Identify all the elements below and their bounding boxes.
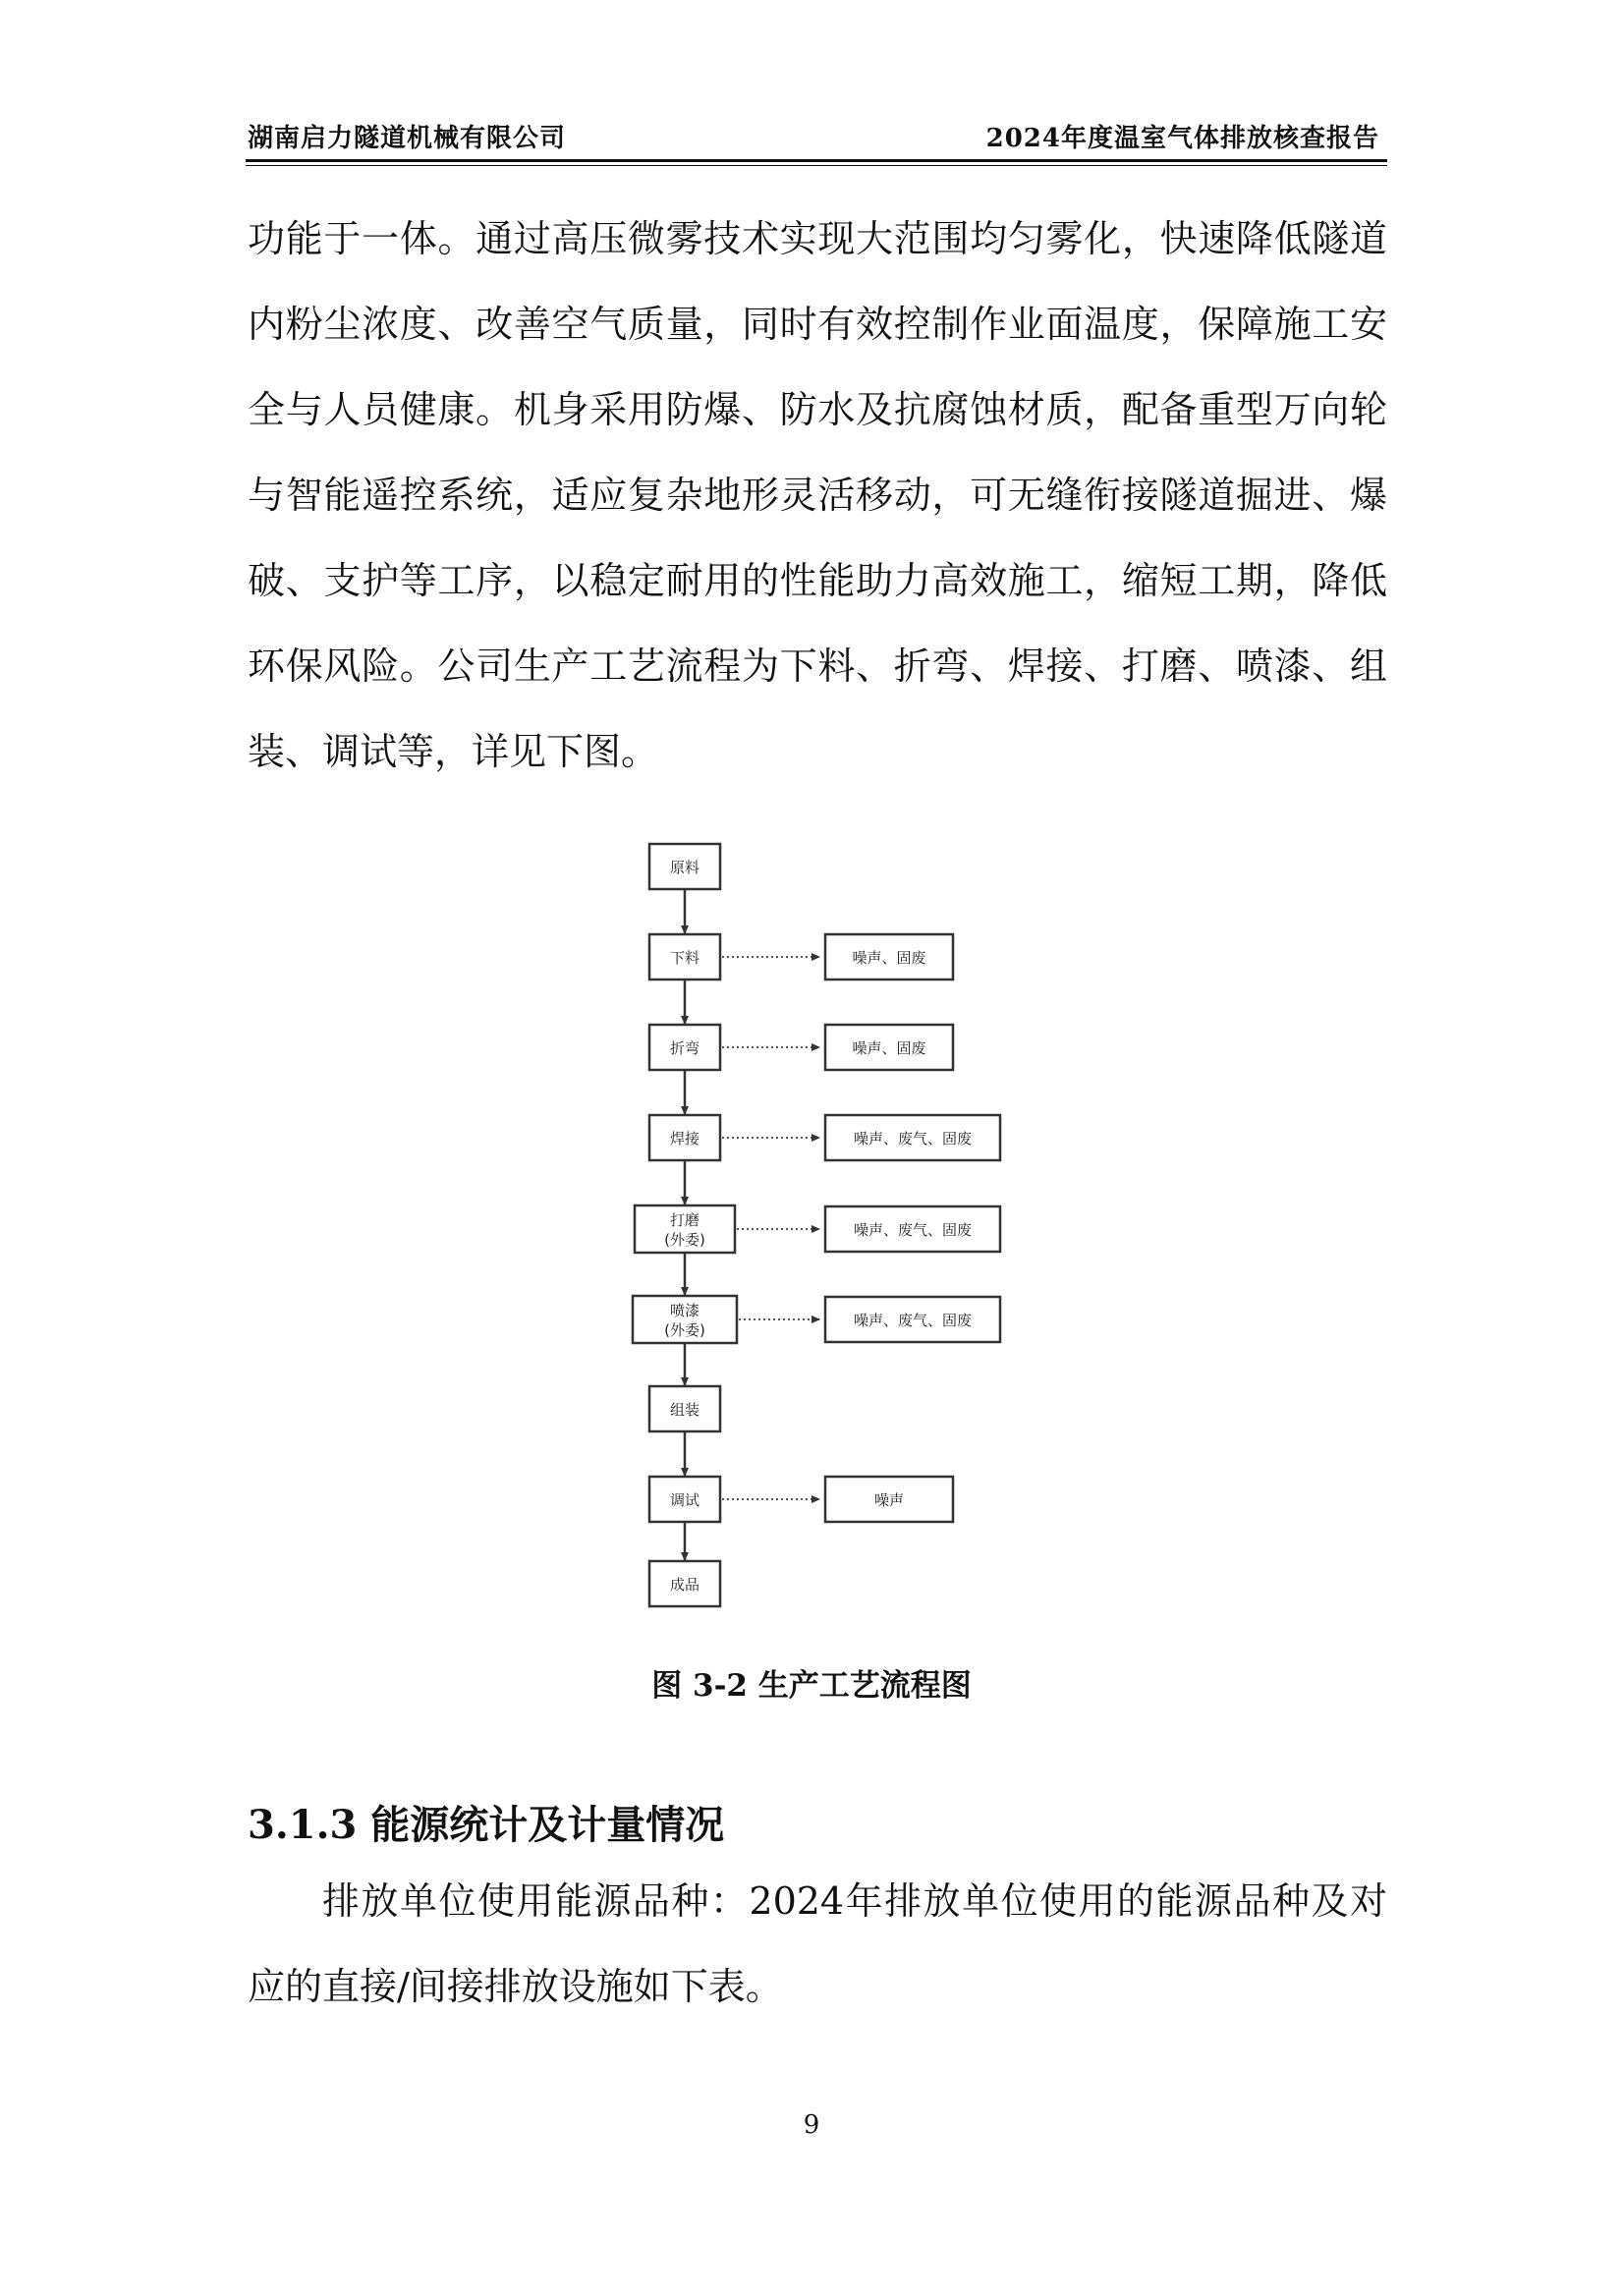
- flow-output-grinding: [825, 1206, 1000, 1252]
- flow-step-assembly: [649, 1386, 720, 1431]
- flow-step-finished-product: [649, 1561, 720, 1606]
- flow-output-cutting: [825, 934, 953, 980]
- flow-output-label: 噪声、固废: [852, 1039, 926, 1057]
- flow-step-label: 调试: [669, 1491, 700, 1509]
- flow-output-label: 噪声、废气、固废: [853, 1312, 973, 1329]
- flow-output-label: 噪声、废气、固废: [853, 1130, 973, 1148]
- flow-step-debugging: [649, 1477, 720, 1522]
- flow-step-label: 喷漆: [669, 1302, 700, 1319]
- flow-step-sublabel: (外委): [664, 1321, 705, 1339]
- flow-step-grinding: [635, 1205, 735, 1253]
- flow-step-bending: [649, 1025, 720, 1070]
- body-paragraph: 排放单位使用能源品种：2024年排放单位使用的能源品种及对应的直接/间接排放设施如下表。: [248, 1879, 1387, 2008]
- flow-output-welding: [825, 1115, 1000, 1160]
- flow-step-label: 组装: [669, 1401, 700, 1419]
- figure-caption: 图 3-2 生产工艺流程图: [651, 1668, 972, 1704]
- flow-step-raw-material: [649, 844, 720, 889]
- flow-step-welding: [649, 1115, 720, 1160]
- flow-step-label: 成品: [669, 1576, 700, 1594]
- flow-step-cutting: [649, 934, 720, 980]
- header-company: 湖南启力隧道机械有限公司: [248, 124, 567, 153]
- page-number: 9: [803, 2110, 820, 2140]
- flow-output-label: 噪声、废气、固废: [853, 1221, 973, 1239]
- flow-output-debugging: [825, 1477, 953, 1522]
- flow-output-painting: [825, 1297, 1000, 1342]
- flow-step-painting: [633, 1296, 737, 1343]
- body-paragraph: 功能于一体。通过高压微雾技术实现大范围均匀雾化，快速降低隧道内粉尘浓度、改善空气质量，同时有效控制作业面温度，保障施工安全与人员健康。机身采用防爆、防水及抗腐蚀材质，配备重型万向轮与智能遥控系统，适应复杂地形灵活移动，可无缝衔接隧道掘进、爆破、支护等工序，以稳定耐用的性能助力高效施工，缩短工期，降低环保风险。公司生产工艺流程为下料、折弯、焊接、打磨、喷漆、组装、调试等，详见下图。: [248, 217, 1387, 773]
- flow-step-label: 折弯: [669, 1039, 700, 1057]
- flow-step-label: 下料: [669, 949, 700, 967]
- flow-step-sublabel: (外委): [664, 1231, 705, 1249]
- flow-step-label: 焊接: [669, 1130, 700, 1148]
- flow-output-bending: [825, 1025, 953, 1070]
- flow-output-label: 噪声、固废: [852, 949, 926, 967]
- flow-step-label: 打磨: [669, 1211, 700, 1229]
- section-heading: 3.1.3 能源统计及计量情况: [248, 1802, 725, 1848]
- flow-step-label: 原料: [669, 859, 700, 876]
- flow-output-label: 噪声: [873, 1491, 905, 1509]
- header-report-title: 2024年度温室气体排放核查报告: [985, 124, 1379, 153]
